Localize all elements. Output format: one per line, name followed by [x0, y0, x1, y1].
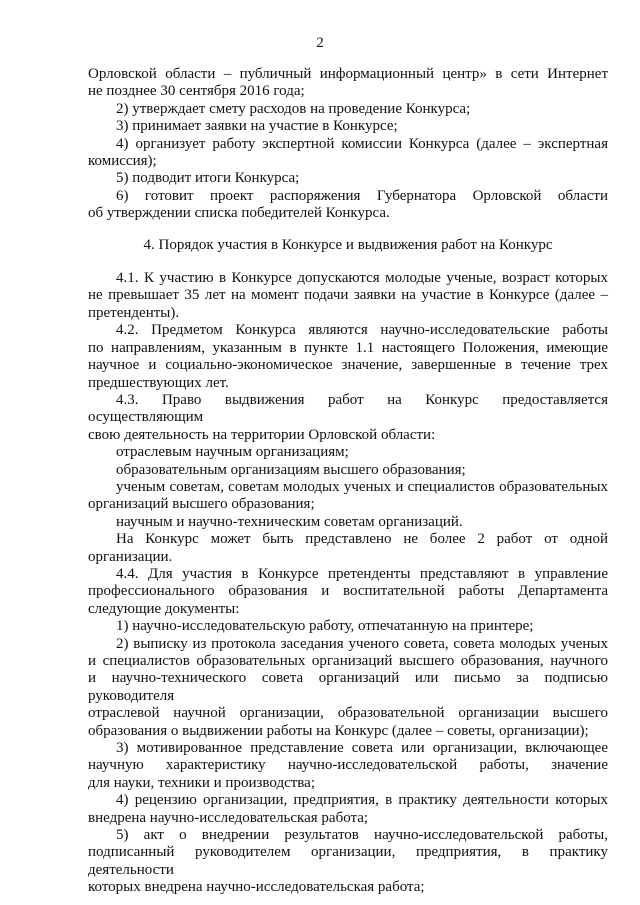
text-line: следующие документы:	[88, 600, 240, 617]
paragraph-4: 5) подводит итоги Конкурса;	[116, 170, 300, 187]
paragraph-19	[88, 827, 608, 897]
text-line: профессионального образования и воспитательной работы Департамента	[88, 583, 608, 600]
paragraph-14	[88, 566, 608, 618]
paragraph-5	[88, 188, 608, 223]
paragraph-16	[88, 636, 608, 740]
text-line: не позднее 30 сентября 2016 года;	[88, 83, 305, 100]
text-line: комиссия);	[88, 153, 157, 170]
text-line: ученым советам, советам молодых ученых и специалистов образовательных	[116, 478, 608, 495]
text-line: отраслевой научной организации, образовательной организации высшего	[88, 705, 608, 722]
text-line: 5) акт о внедрении результатов научно-исследовательской работы,	[116, 827, 608, 844]
text-line: 4) рецензию организации, предприятия, в практику деятельности которых	[116, 792, 608, 809]
paragraph-15: 1) научно-исследовательскую работу, отпечатанную на принтере;	[116, 618, 534, 635]
paragraph-1: 2) утверждает смету расходов на проведение Конкурса;	[116, 100, 471, 117]
text-line: для науки, техники и производства;	[88, 774, 315, 791]
text-line: и специалистов образовательных организаций высшего образования, научного	[88, 653, 608, 669]
text-line: 4.3. Право выдвижения работ на Конкурс предоставляется осуществляющим	[88, 391, 608, 426]
section-heading: 4. Порядок участия в Конкурсе и выдвижения работ на Конкурс	[143, 236, 553, 253]
text-line: 4.2. Предметом Конкурса являются научно-исследовательские работы	[116, 322, 608, 339]
text-line: Орловской области – публичный информационный центр» в сети Интернет	[88, 66, 608, 82]
text-line: 2) выписку из протокола заседания ученого совета, совета молодых ученых	[116, 635, 608, 652]
document-body	[88, 66, 608, 897]
paragraph-11	[88, 479, 608, 514]
paragraph-0	[88, 66, 608, 101]
paragraph-7	[88, 322, 608, 392]
text-line: не превышает 35 лет на момент подачи заявки на участие в Конкурсе (далее –	[88, 287, 608, 304]
text-line: по направлениям, указанным в пункте 1.1 настоящего Положения, имеющие	[88, 339, 608, 356]
text-line: 4) организует работу экспертной комиссии Конкурса (далее – экспертная	[116, 135, 608, 152]
paragraph-8	[88, 392, 608, 444]
paragraph-9: отраслевым научным организациям;	[116, 444, 349, 461]
text-line: которых внедрена научно-исследовательская работа;	[88, 879, 425, 896]
text-line: и научно-технического совета организаций или письмо за подписью руководителя	[88, 670, 608, 704]
text-line: претенденты).	[88, 304, 180, 321]
paragraph-13: На Конкурс может быть представлено не более 2 работ от одной организации.	[88, 531, 608, 565]
paragraph-3	[88, 136, 608, 171]
text-line: научную характеристику научно-исследовательской работы, значение	[88, 757, 608, 774]
text-line: предшествующих лет.	[88, 374, 229, 391]
text-line: образования о выдвижении работы на Конкурс (далее – советы, организации);	[88, 722, 589, 739]
paragraph-17	[88, 740, 608, 792]
text-line: научное и социально-экономическое значение, завершенные в течение трех	[88, 357, 608, 374]
paragraph-10: образовательным организациям высшего образования;	[116, 461, 466, 478]
text-line: организаций высшего образования;	[88, 496, 315, 513]
text-line: об утверждении списка победителей Конкурса.	[88, 205, 390, 222]
paragraph-2: 3) принимает заявки на участие в Конкурсе;	[116, 118, 398, 135]
paragraph-6	[88, 270, 608, 322]
text-line: 3) мотивированное представление совета или организации, включающее	[116, 740, 608, 757]
text-line: свою деятельность на территории Орловской области:	[88, 426, 436, 443]
text-line: 4.4. Для участия в Конкурсе претенденты представляют в управление	[116, 565, 608, 582]
page-number: 2	[316, 35, 324, 51]
paragraph-12: научным и научно-техническим советам организаций.	[116, 513, 463, 530]
text-line: внедрена научно-исследовательская работа;	[88, 809, 369, 826]
text-line: 6) готовит проект распоряжения Губернатора Орловской области	[116, 187, 608, 204]
text-line: подписанный руководителем организации, предприятия, в практику деятельности	[88, 844, 608, 878]
text-line: 4.1. К участию в Конкурсе допускаются молодые ученые, возраст которых	[116, 270, 608, 287]
paragraph-18	[88, 792, 608, 827]
